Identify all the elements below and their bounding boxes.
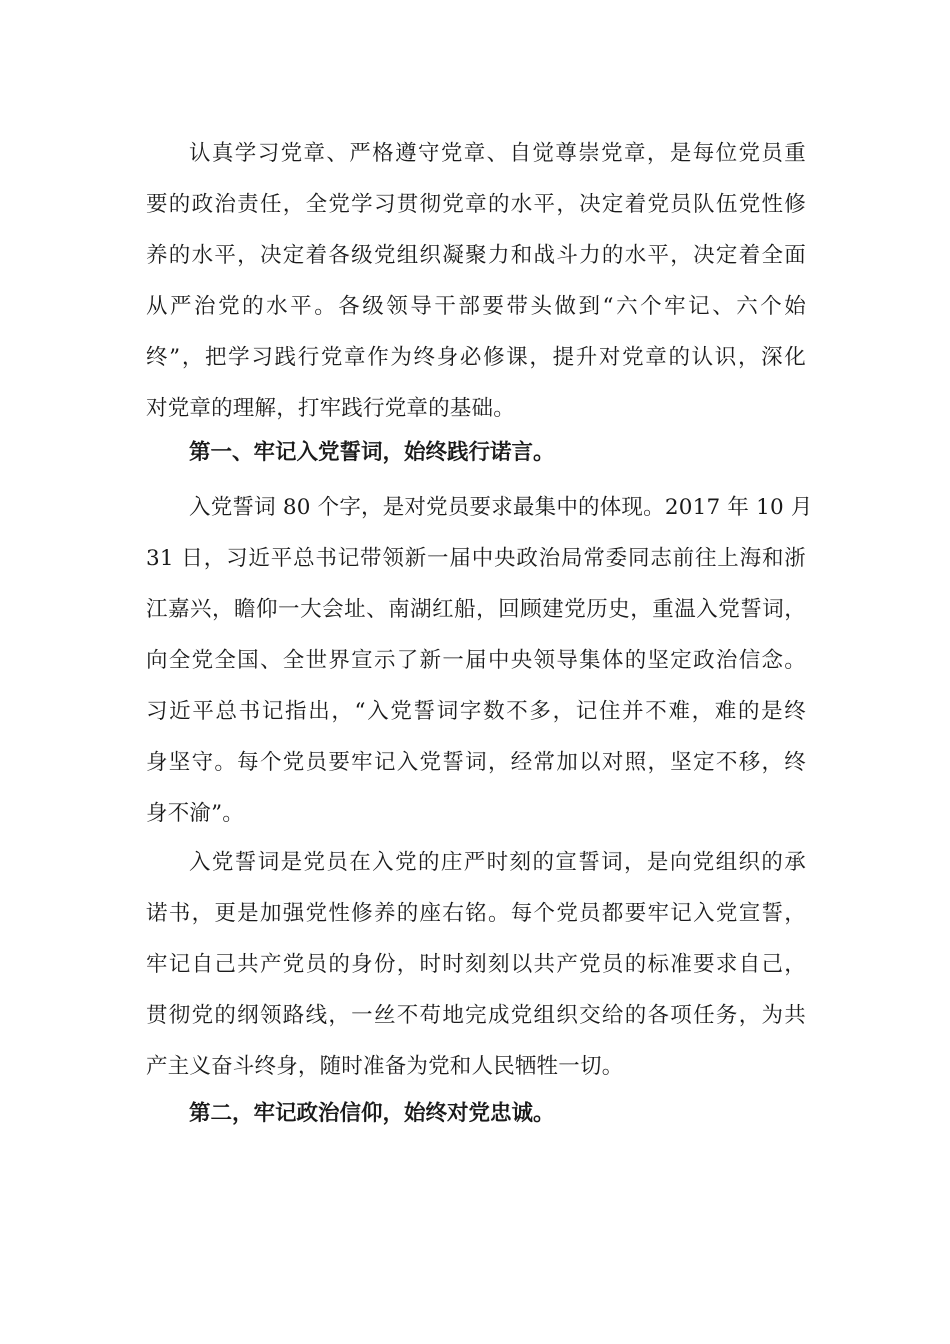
paragraph-line: 贯彻党的纲领路线，一丝不苟地完成党组织交给的各项任务，为共	[146, 1003, 806, 1028]
paragraph-line: 养的水平，决定着各级党组织凝聚力和战斗力的水平，决定着全面	[146, 243, 806, 268]
paragraph	[146, 128, 806, 434]
section-heading-text: 第二，牢记政治信仰，始终对党忠诚。	[189, 1101, 555, 1126]
paragraph-line: 入党誓词 80 个字，是对党员要求最集中的体现。2017 年 10 月	[189, 495, 813, 520]
paragraph-line: 产主义奋斗终身，随时准备为党和人民牺牲一切。	[146, 1054, 624, 1079]
paragraph-line: 从严治党的水平。各级领导干部要带头做到“六个牢记、六个始	[146, 294, 806, 319]
paragraph	[146, 837, 806, 1092]
paragraph-line: 认真学习党章、严格遵守党章、自觉尊崇党章，是每位党员重	[189, 141, 806, 166]
paragraph-line: 诺书，更是加强党性修养的座右铭。每个党员都要牢记入党宣誓，	[146, 901, 806, 926]
paragraph-line: 牢记自己共产党员的身份，时时刻刻以共产党员的标准要求自己，	[146, 952, 806, 977]
paragraph-line: 身坚守。每个党员要牢记入党誓词，经常加以对照，坚定不移，终	[146, 750, 806, 775]
paragraph-line: 要的政治责任，全党学习贯彻党章的水平，决定着党员队伍党性修	[146, 192, 806, 217]
section-heading-text: 第一、牢记入党誓词，始终践行诺言。	[189, 440, 555, 465]
section-heading	[146, 427, 806, 478]
paragraph-line: 习近平总书记指出，“入党誓词字数不多，记住并不难，难的是终	[146, 699, 806, 724]
paragraph	[146, 482, 813, 839]
paragraph-line: 入党誓词是党员在入党的庄严时刻的宣誓词，是向党组织的承	[189, 850, 806, 875]
paragraph-line: 对党章的理解，打牢践行党章的基础。	[146, 396, 515, 421]
paragraph-line: 向全党全国、全世界宣示了新一届中央领导集体的坚定政治信念。	[146, 648, 806, 673]
paragraph-line: 终”，把学习践行党章作为终身必修课，提升对党章的认识，深化	[146, 345, 806, 370]
paragraph-line: 江嘉兴，瞻仰一大会址、南湖红船，回顾建党历史，重温入党誓词，	[146, 597, 806, 622]
paragraph-line: 31 日，习近平总书记带领新一届中央政治局常委同志前往上海和浙	[146, 546, 806, 571]
paragraph-line: 身不渝”。	[146, 801, 244, 826]
section-heading	[146, 1088, 806, 1139]
